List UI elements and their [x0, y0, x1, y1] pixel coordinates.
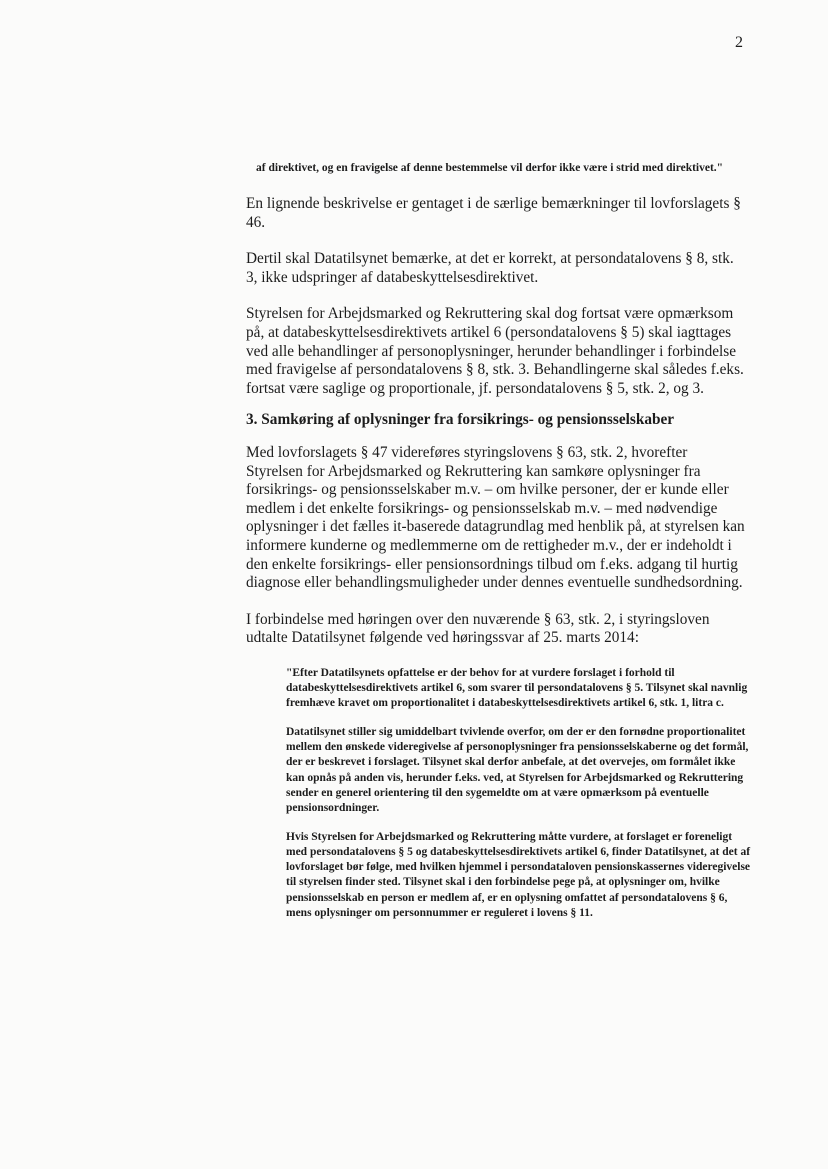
document-body — [246, 160, 751, 934]
quote-continuation: af direktivet, og en fravigelse af denne bestemmelse vil derfor ikke være i strid med direktivet." — [256, 162, 724, 174]
quote-block-1: "Efter Datatilsynets opfattelse er der behov for at vurdere forslaget i forhold til databeskyttelsesdirektivets artikel 6, som svarer til persondatalovens § 5. Tilsynet skal navnlig fremhæve kravet om proportionalitet i databeskyttelsesdirektivets artikel 6, stk. 1, litra c. — [286, 666, 748, 710]
paragraph-5: I forbindelse med høringen over den nuværende § 63, stk. 2, i styringsloven udtalte Datatilsynet følgende ved høringssvar af 25. marts 2014: — [246, 610, 710, 647]
paragraph-4: Med lovforslagets § 47 videreføres styringslovens § 63, stk. 2, hvorefter Styrelsen for Arbejdsmarked og Rekruttering kan samkøre oplysninger fra forsikrings- og pensionsselskaber m.v. – om hvilke personer, der er kunde eller medlem i det enkelte forsikrings- og pensionsselskab m.v. – med nødvendige oplysninger i det fælles it-baserede datagrundlag med henblik på, at styrelsen kan informere kunderne og medlemmerne om de rettigheder m.v., der er indeholdt i den enkelte forsikrings- eller pensionsordnings tilbud om f.eks. adgang til hurtig diagnose eller behandlingsmuligheder under dennes eventuelle sundhedsordning. — [246, 443, 745, 592]
section-heading: 3. Samkøring af oplysninger fra forsikrings- og pensionsselskaber — [246, 411, 675, 429]
quote-block-3: Hvis Styrelsen for Arbejdsmarked og Rekruttering måtte vurdere, at forslaget er foreneligt med persondatalovens § 5 og databeskyttelsesdirektivets artikel 6, finder Datatilsynet, at det af lovforslaget bør følge, med hvilken hjemmel i persondataloven pensionskassernes videregivelse til styrelsen finder sted. Tilsynet skal i den forbindelse pege på, at oplysninger om, hvilke pensionsselskab en person er medlem af, er en oplysning omfattet af persondatalovens § 6, mens oplysninger om personnummer er reguleret i lovens § 11. — [286, 830, 751, 920]
page-number: 2 — [735, 34, 743, 51]
paragraph-2: Dertil skal Datatilsynet bemærke, at det er korrekt, at persondatalovens § 8, stk. 3, ikke udspringer af databeskyttelsesdirektivet. — [246, 250, 734, 286]
quote-block-2: Datatilsynet stiller sig umiddelbart tvivlende overfor, om der er den fornødne proportionalitet mellem den ønskede videregivelse af personoplysninger fra pensionsselskaberne og det formål, der er beskrevet i forslaget. Tilsynet skal derfor anbefale, at det overvejes, om formålet ikke kan opnås på anden vis, herunder f.eks. ved, at Styrelsen for Arbejdsmarked og Rekruttering sender en generel orientering til den sygemeldte om at være opmærksom på eventuelle pensionsordninger. — [286, 725, 749, 815]
paragraph-1: En lignende beskrivelse er gentaget i de særlige bemærkninger til lovforslagets § 46. — [246, 195, 741, 231]
paragraph-3: Styrelsen for Arbejdsmarked og Rekruttering skal dog fortsat være opmærksom på, at databeskyttelsesdirektivets artikel 6 (persondatalovens § 5) skal iagttages ved alle behandlinger af personoplysninger, herunder behandlinger i forbindelse med fravigelse af persondatalovens § 8, stk. 3. Behandlingerne skal således f.eks. fortsat være saglige og proportionale, jf. persondatalovens § 5, stk. 2, og 3. — [246, 305, 744, 397]
